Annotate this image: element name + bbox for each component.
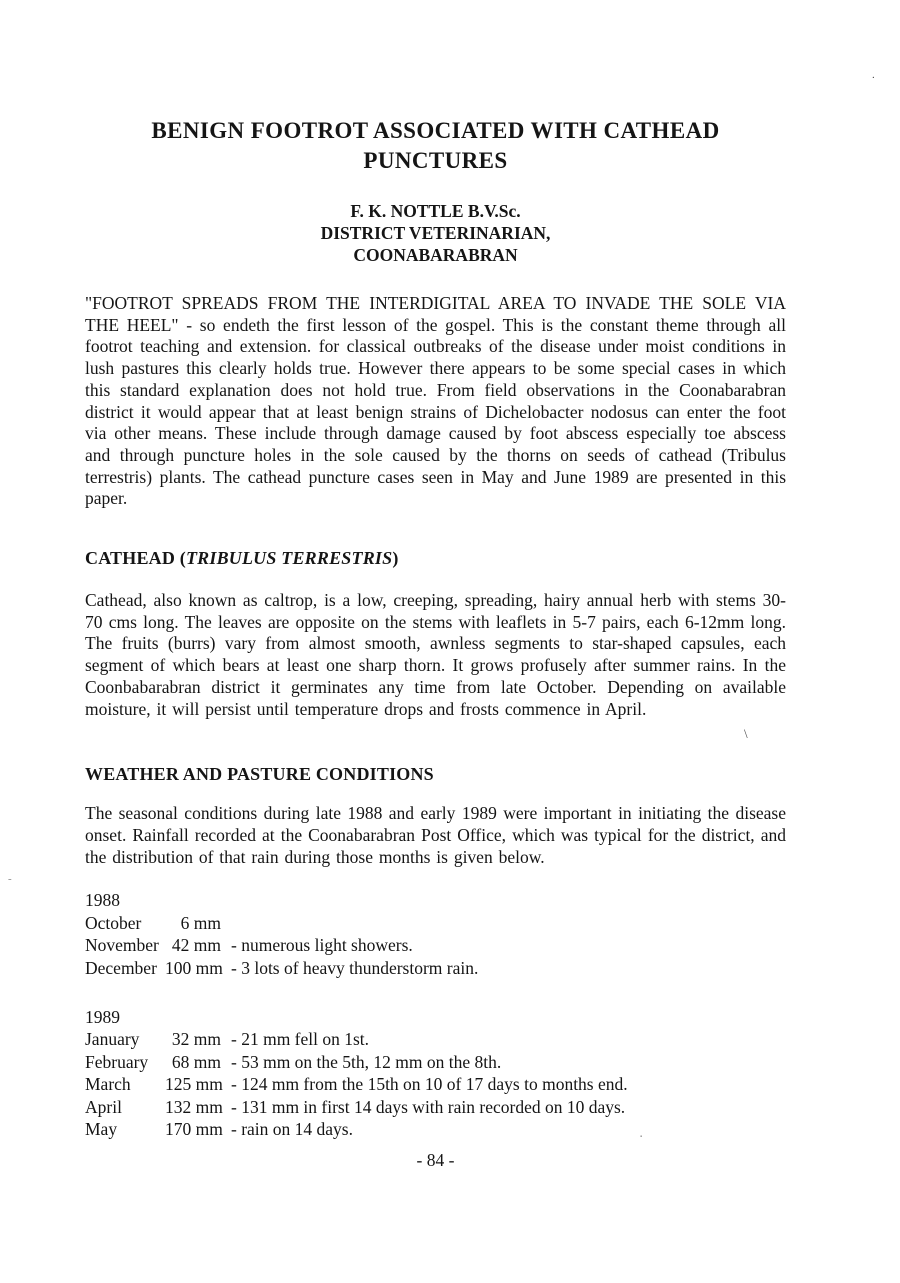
rainfall-row	[85, 957, 786, 979]
rainfall-row	[85, 912, 786, 934]
document-content	[85, 0, 786, 1140]
rainfall-month: April	[85, 1096, 122, 1117]
rainfall-amount: 32 mm	[171, 1029, 221, 1050]
rainfall-note: - 53 mm on the 5th, 12 mm on the 8th.	[231, 1051, 502, 1072]
rainfall-note: - rain on 14 days.	[231, 1119, 353, 1140]
rainfall-amount: 68 mm	[171, 1051, 221, 1072]
heading-text: )	[392, 548, 399, 569]
rainfall-amount: 125 mm	[165, 1074, 223, 1095]
rainfall-list-1989	[85, 1006, 786, 1140]
scan-artifact: ▪	[640, 1134, 643, 1140]
rainfall-row	[85, 934, 786, 956]
rainfall-amount: 6 mm	[180, 912, 221, 933]
rainfall-row	[85, 1096, 786, 1118]
rainfall-year: 1989	[85, 1006, 120, 1027]
author-name: F. K. NOTTLE B.V.Sc.	[350, 201, 521, 221]
rainfall-month: February	[85, 1051, 149, 1072]
scan-artifact: -	[8, 873, 12, 885]
heading-text: CATHEAD (	[85, 548, 186, 569]
cathead-paragraph: Cathead, also known as caltrop, is a low, creeping, spreading, hairy annual herb with stems 30-70 cms long. The leaves are opposite on the stems with leaflets in 5-7 pairs, each 6-12mm long. The fruits (burrs) vary from almost smooth, awnless segments to star-shaped capsules, each segment of which bears at least one sharp thorn. It grows profusely after summer rains. In the Coonbabarabran district it germinates any time from late October. Depending on available moisture, it will persist until temperature drops and frosts commence in April.	[85, 590, 786, 719]
scan-artifact: .	[872, 69, 875, 81]
rainfall-list-1988	[85, 889, 786, 979]
rainfall-month: October	[85, 912, 142, 933]
rainfall-month: December	[85, 957, 157, 978]
intro-paragraph: "FOOTROT SPREADS FROM THE INTERDIGITAL AREA TO INVADE THE SOLE VIA THE HEEL" - so endeth the first lesson of the gospel. This is the constant theme through all footrot teaching and extension. for classical outbreaks of the disease under moist conditions in lush pastures this clearly holds true. However there appears to be some special cases in which this standard explanation does not hold true. From field observations in the Coonabarabran district it would appear that at least benign strains of Dichelobacter nodosus can enter the foot via other means. These include through damage caused by foot abscess especially toe abscess and through puncture holes in the sole caused by the thorns on seeds of cathead (Tribulus terrestris) plants. The cathead puncture cases seen in May and June 1989 are presented in this paper.	[85, 293, 786, 509]
rainfall-row	[85, 1118, 786, 1140]
author-block	[85, 200, 786, 266]
author-role: DISTRICT VETERINARIAN,	[320, 223, 551, 243]
rainfall-amount: 170 mm	[165, 1119, 223, 1140]
rainfall-month: November	[85, 935, 159, 956]
rainfall-note: - 131 mm in first 14 days with rain recorded on 10 days.	[231, 1096, 626, 1117]
rainfall-amount: 100 mm	[165, 957, 223, 978]
rainfall-amount: 132 mm	[165, 1096, 223, 1117]
section-heading-weather: WEATHER AND PASTURE CONDITIONS	[85, 764, 434, 785]
rainfall-month: March	[85, 1074, 131, 1095]
species-name: TRIBULUS TERRESTRIS	[185, 548, 393, 569]
rainfall-month: May	[85, 1119, 118, 1140]
author-location: COONABARABRAN	[353, 245, 518, 265]
page-title: BENIGN FOOTROT ASSOCIATED WITH CATHEAD PUNCTURES	[151, 118, 720, 173]
rainfall-note: - 21 mm fell on 1st.	[231, 1029, 370, 1050]
rainfall-month: January	[85, 1029, 140, 1050]
weather-paragraph: The seasonal conditions during late 1988 and early 1989 were important in initiating the disease onset. Rainfall recorded at the Coonabarabran Post Office, which was typical for the district, and the distribution of that rain during those months is given below.	[85, 803, 786, 867]
rainfall-row	[85, 1051, 786, 1073]
rainfall-year: 1988	[85, 890, 120, 911]
rainfall-note: - numerous light showers.	[231, 935, 413, 956]
page-number: - 84 -	[416, 1150, 455, 1170]
rainfall-row	[85, 1073, 786, 1095]
scan-artifact: \	[744, 726, 748, 741]
section-heading-cathead	[85, 548, 786, 569]
rainfall-row	[85, 1028, 786, 1050]
rainfall-note: - 124 mm from the 15th on 10 of 17 days to months end.	[231, 1074, 628, 1095]
rainfall-note: - 3 lots of heavy thunderstorm rain.	[231, 957, 479, 978]
rainfall-amount: 42 mm	[171, 935, 221, 956]
